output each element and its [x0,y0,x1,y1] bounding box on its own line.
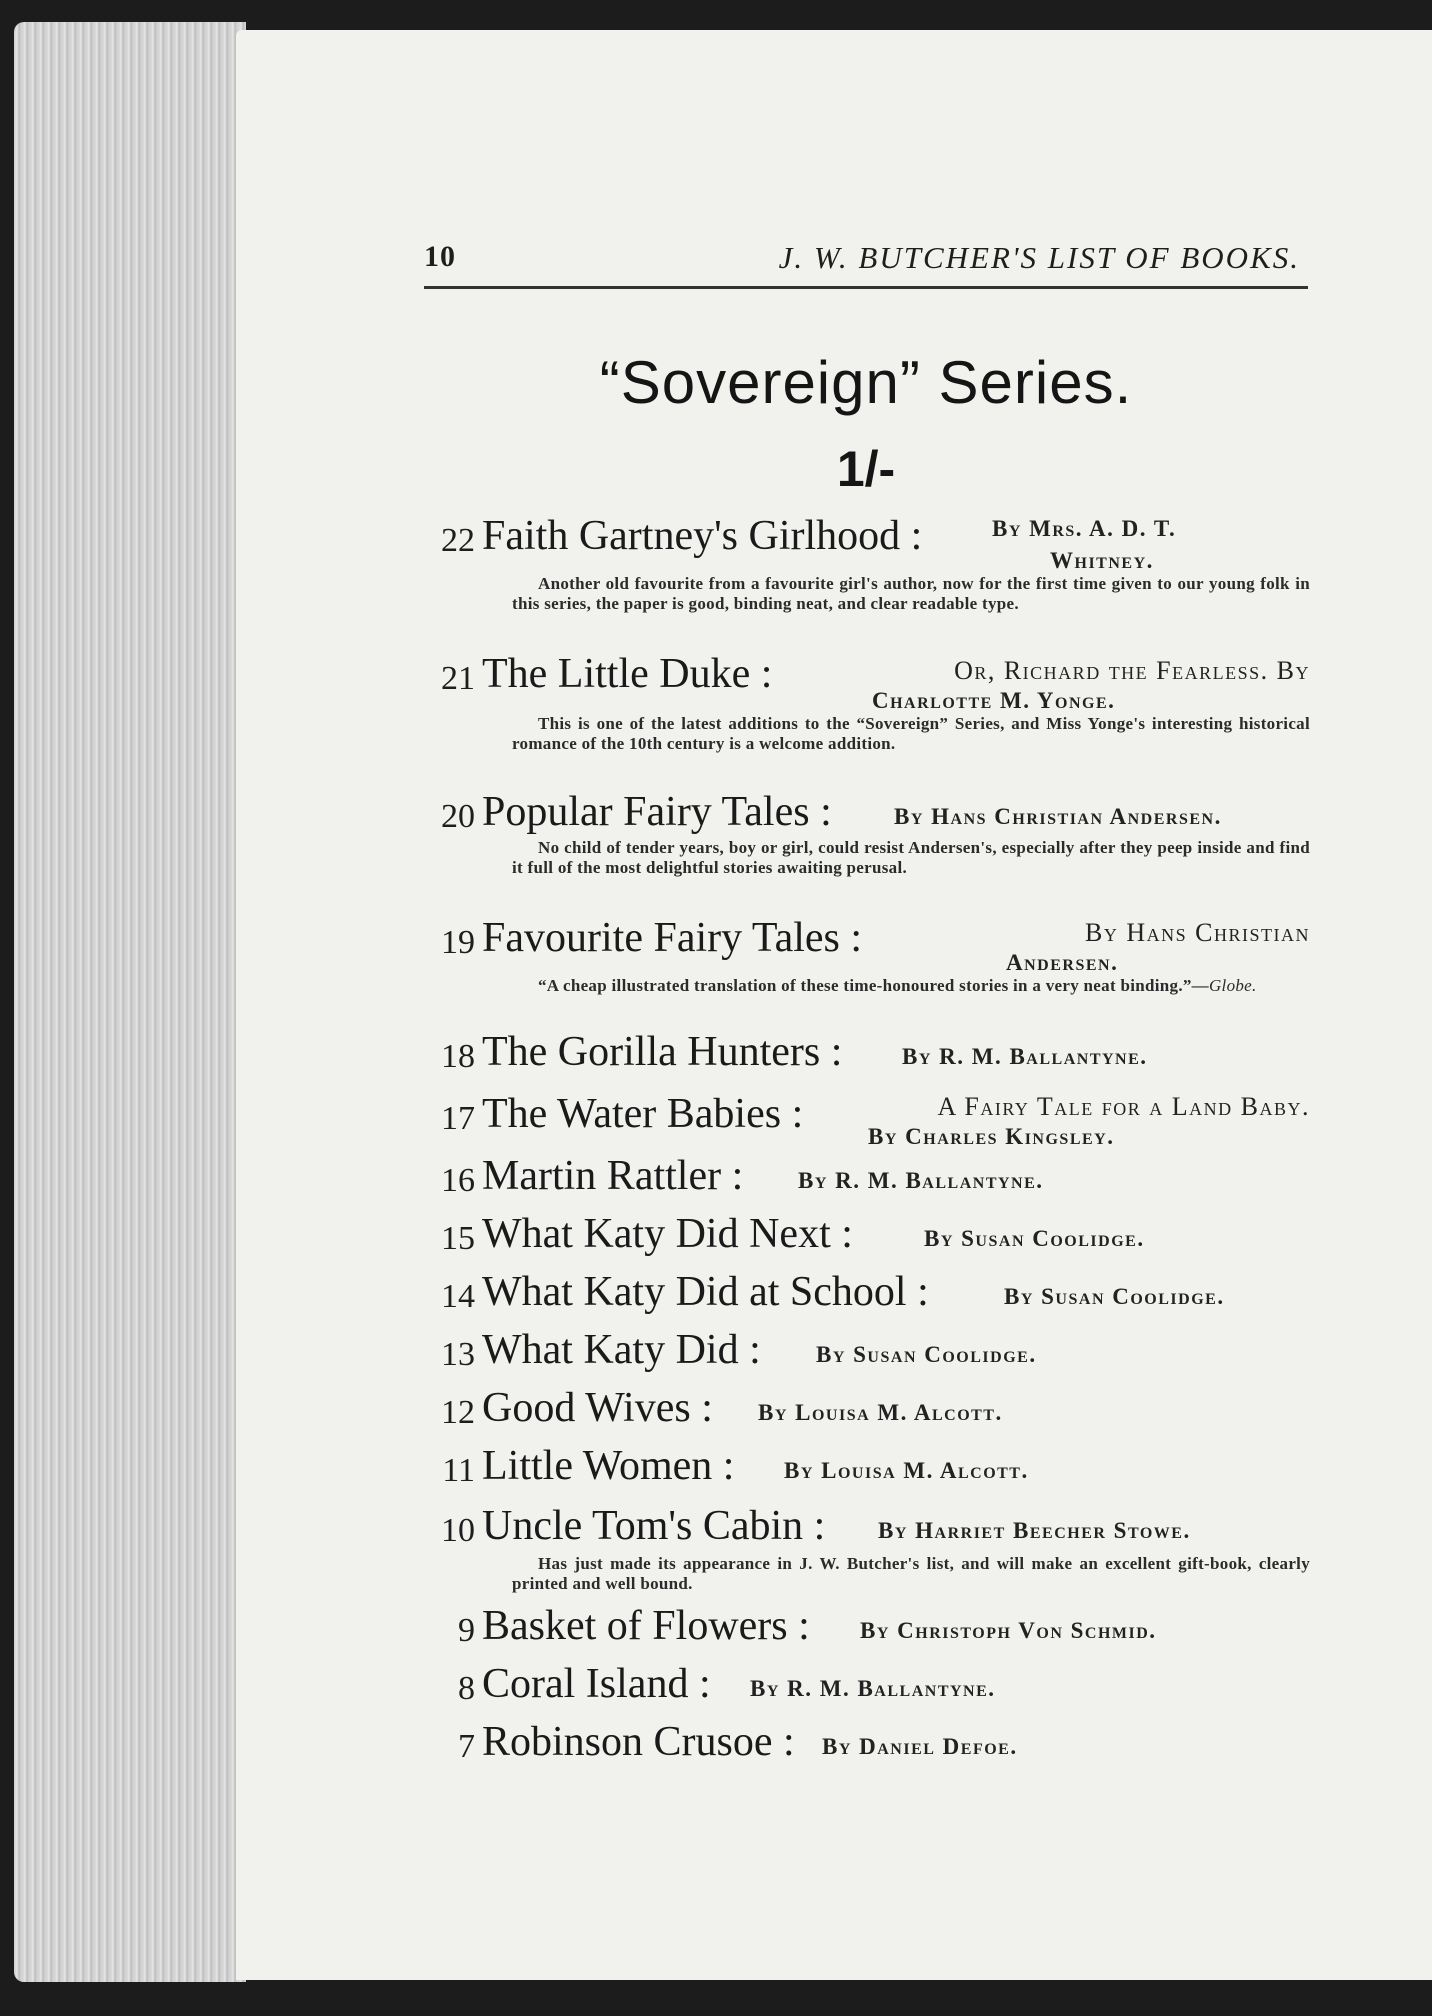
book-byline: By Susan Coolidge. [816,1342,1037,1367]
book-entry [410,1090,1310,1160]
book-byline: By Daniel Defoe. [822,1734,1018,1759]
book-title: Coral Island : [482,1661,711,1707]
book-title: Uncle Tom's Cabin : [482,1503,826,1549]
book-byline: By Mrs. A. D. T. [992,516,1177,541]
book-title: What Katy Did Next : [482,1211,853,1257]
book-byline: By Christoph Von Schmid. [860,1618,1157,1643]
book-description-text: “A cheap illustrated translation of these time-honoured stories in a very neat binding.”— [538,976,1209,995]
book-description-text: Another old favourite from a favourite girl's author, now for the first time given to our young folk in this series, the paper is good, binding neat, and clear readable type. [512,574,1310,613]
book-title: Robinson Crusoe : [482,1719,795,1765]
book-byline-continued: Charlotte M. Yonge. [872,688,1116,713]
entry-number: 11 [442,1452,475,1489]
book-byline: By Hans Christian [1085,918,1310,947]
book-description-text: This is one of the latest additions to the “Sovereign” Series, and Miss Yonge's interesting historical romance of the 10th century is a welcome addition. [512,714,1310,753]
book-byline: By R. M. Ballantyne. [902,1044,1148,1069]
book-byline: By Susan Coolidge. [1004,1284,1225,1309]
book-description [512,1554,1310,1594]
book-byline: By Susan Coolidge. [924,1226,1145,1251]
book-byline: By Louisa M. Alcott. [758,1400,1003,1425]
book-entry [410,1326,1310,1382]
book-entry [410,1028,1310,1084]
book-title: The Water Babies : [482,1091,804,1137]
book-description-text: No child of tender years, boy or girl, could resist Andersen's, especially after they peep inside and find it full of the most delightful stories awaiting perusal. [512,838,1310,877]
series-price: 1/- [836,441,896,497]
entry-number: 20 [441,798,475,835]
book-entry [410,1384,1310,1440]
series-title: “Sovereign” Series. [599,349,1133,416]
book-entry [410,914,1310,1024]
entry-number: 13 [441,1336,475,1373]
entry-number: 12 [441,1394,475,1431]
book-entry [410,1602,1310,1658]
book-entry [410,512,1310,642]
page-number: 10 [424,240,456,273]
book-title: Basket of Flowers : [482,1603,810,1649]
book-title: The Little Duke : [482,651,773,697]
book-title: Little Women : [482,1443,735,1489]
book-entry [410,1442,1310,1498]
book-title: Faith Gartney's Girlhood : [482,513,923,559]
book-description-text: Has just made its appearance in J. W. Butcher's list, and will make an excellent gift-book, clearly printed and well bound. [512,1554,1310,1593]
book-description [512,838,1310,878]
book-byline-continued: By Charles Kingsley. [868,1124,1115,1149]
entry-number: 15 [441,1220,475,1257]
book-entry [410,1660,1310,1716]
entry-number: 8 [458,1670,475,1707]
book-title: What Katy Did : [482,1327,761,1373]
entry-number: 9 [458,1612,475,1649]
entry-number: 10 [441,1512,475,1549]
book-byline: A Fairy Tale for a Land Baby. [937,1092,1310,1121]
book-title: Favourite Fairy Tales : [482,915,863,961]
book-byline: By Harriet Beecher Stowe. [878,1518,1191,1543]
book-entry [410,1718,1310,1774]
entry-number: 14 [441,1278,475,1315]
book-title: Martin Rattler : [482,1153,744,1199]
running-head: J. W. BUTCHER'S LIST OF BOOKS. [778,240,1300,275]
book-entry [410,1210,1310,1266]
entry-number: 16 [441,1162,475,1199]
entry-number: 7 [458,1728,475,1765]
book-description [512,976,1310,996]
entry-number: 22 [441,522,475,559]
book-entry [410,1152,1310,1208]
book-description [512,714,1310,754]
book-title: Popular Fairy Tales : [482,789,832,835]
book-entry [410,1268,1310,1324]
book-title: Good Wives : [482,1385,713,1431]
entry-number: 17 [441,1100,475,1137]
book-title: The Gorilla Hunters : [482,1029,843,1075]
page-header [424,236,1308,289]
book-entry [410,1502,1310,1602]
book-byline-continued: Andersen. [1006,950,1119,975]
book-description [512,574,1310,614]
book-title: What Katy Did at School : [482,1269,929,1315]
quote-source: Globe. [1208,976,1257,995]
book-entry [410,788,1310,908]
book-entry [410,650,1310,780]
entry-number: 21 [441,660,475,697]
entry-number: 18 [441,1038,475,1075]
book-byline: By Hans Christian Andersen. [894,804,1222,829]
book-byline-continued: Whitney. [1050,548,1154,573]
book-byline: By Louisa M. Alcott. [784,1458,1029,1483]
entry-number: 19 [441,924,475,961]
book-byline: Or, Richard the Fearless. By [954,656,1310,685]
book-page-edges [14,22,246,1982]
book-byline: By R. M. Ballantyne. [798,1168,1044,1193]
book-byline: By R. M. Ballantyne. [750,1676,996,1701]
